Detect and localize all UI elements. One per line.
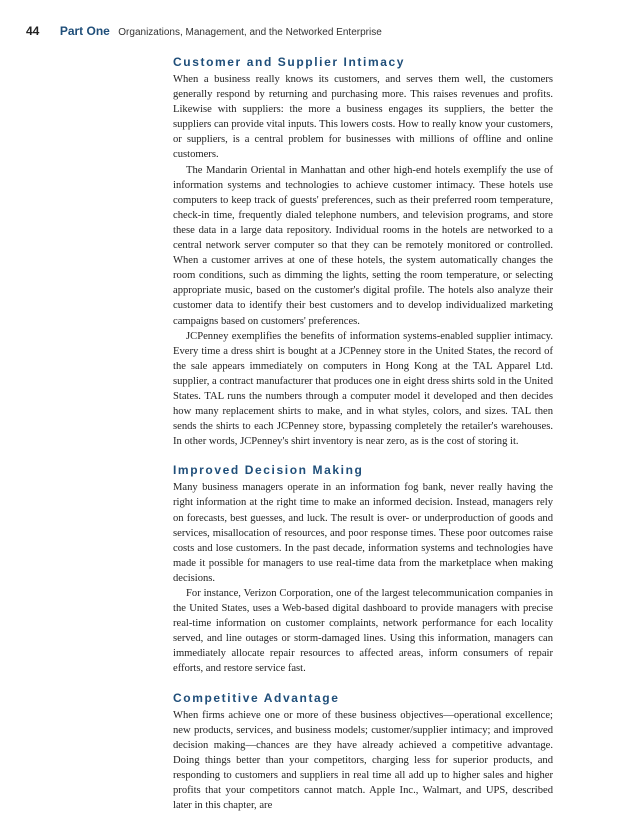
section-improved-decision-making [173, 462, 553, 676]
part-label: Part One [59, 24, 110, 38]
paragraph: Many business managers operate in an information fog bank, never really having the right information at the right time to make an informed decision. Instead, managers rely on forecasts, best guesses, and luck. The result is over- or underproduction of goods and services, misallocation of resources, and poor response times. These poor outcomes raise costs and lose customers. In the past decade, information systems and technologies have made it possible for managers to use real-time data from the marketplace when making decisions. [173, 482, 553, 584]
paragraph: When a business really knows its customers, and serves them well, the customers generally respond by returning and purchasing more. This raises revenues and profits. Likewise with suppliers: the more a business engages its suppliers, the better the suppliers can provide vital inputs. This lowers costs. How to really know your customers, or suppliers, is a central problem for businesses with millions of offline and online customers. [173, 74, 553, 161]
section-heading: Customer and Supplier Intimacy [173, 55, 406, 69]
paragraph: When firms achieve one or more of these business objectives—operational excellence; new products, services, and business models; customer/supplier intimacy; and improved decision making—chances are they have already achieved a competitive advantage. Doing things better than your competitors, charging less for superior products, and responding to customers and suppliers in real time all add up to higher sales and higher profits that your competitors cannot match. Apple Inc., Walmart, and UPS, described later in this chapter, are [173, 709, 553, 812]
part-title: Organizations, Management, and the Networked Enterprise [118, 27, 382, 38]
page-number: 44 [26, 24, 40, 38]
paragraph: JCPenney exemplifies the benefits of information systems-enabled supplier intimacy. Every time a dress shirt is bought at a JCPenney store in the United States, the record of the sale appears immediately on computers in Hong Kong at the TAL Apparel Ltd. supplier, a contract manufacturer that produces one in eight dress shirts sold in the United States. TAL runs the numbers through a computer model it developed and then decides how many replacement shirts to make, and in what styles, colors, and sizes. TAL then sends the shirts to each JCPenney store, bypassing completely the retailer's warehouses. In other words, JCPenney's shirt inventory is near zero, as is the cost of storing it. [173, 330, 553, 448]
page-body [173, 54, 553, 826]
paragraph: The Mandarin Oriental in Manhattan and other high-end hotels exemplify the use of information systems and technologies to achieve customer intimacy. These hotels use computers to keep track of guests' preferences, such as their preferred room temperature, check-in time, frequently dialed telephone numbers, and television programs, and store these data in a large data repository. Individual rooms in the hotels are networked to a central network server computer so that they can be remotely monitored or controlled. When a customer arrives at one of these hotels, the system automatically changes the room conditions, such as dimming the lights, setting the room temperature, or selecting appropriate music, based on the customer's digital profile. The hotels also analyze their customer data to identify their best customers and to develop individualized marketing campaigns based on customers' preferences. [173, 164, 553, 327]
section-customer-supplier-intimacy [173, 54, 553, 449]
section-heading: Competitive Advantage [173, 690, 340, 705]
paragraph: For instance, Verizon Corporation, one of the largest telecommunication companies in the United States, uses a Web-based digital dashboard to provide managers with precise real-time information on customer complaints, network performance for each locality served, and line outages or storm-damaged lines. Using this information, managers can immediately allocate repair resources to affected areas, inform consumers of repair efforts, and restore service fast. [173, 588, 553, 675]
running-head [26, 22, 382, 40]
section-heading: Improved Decision Making [173, 463, 364, 478]
section-competitive-advantage [173, 690, 553, 814]
